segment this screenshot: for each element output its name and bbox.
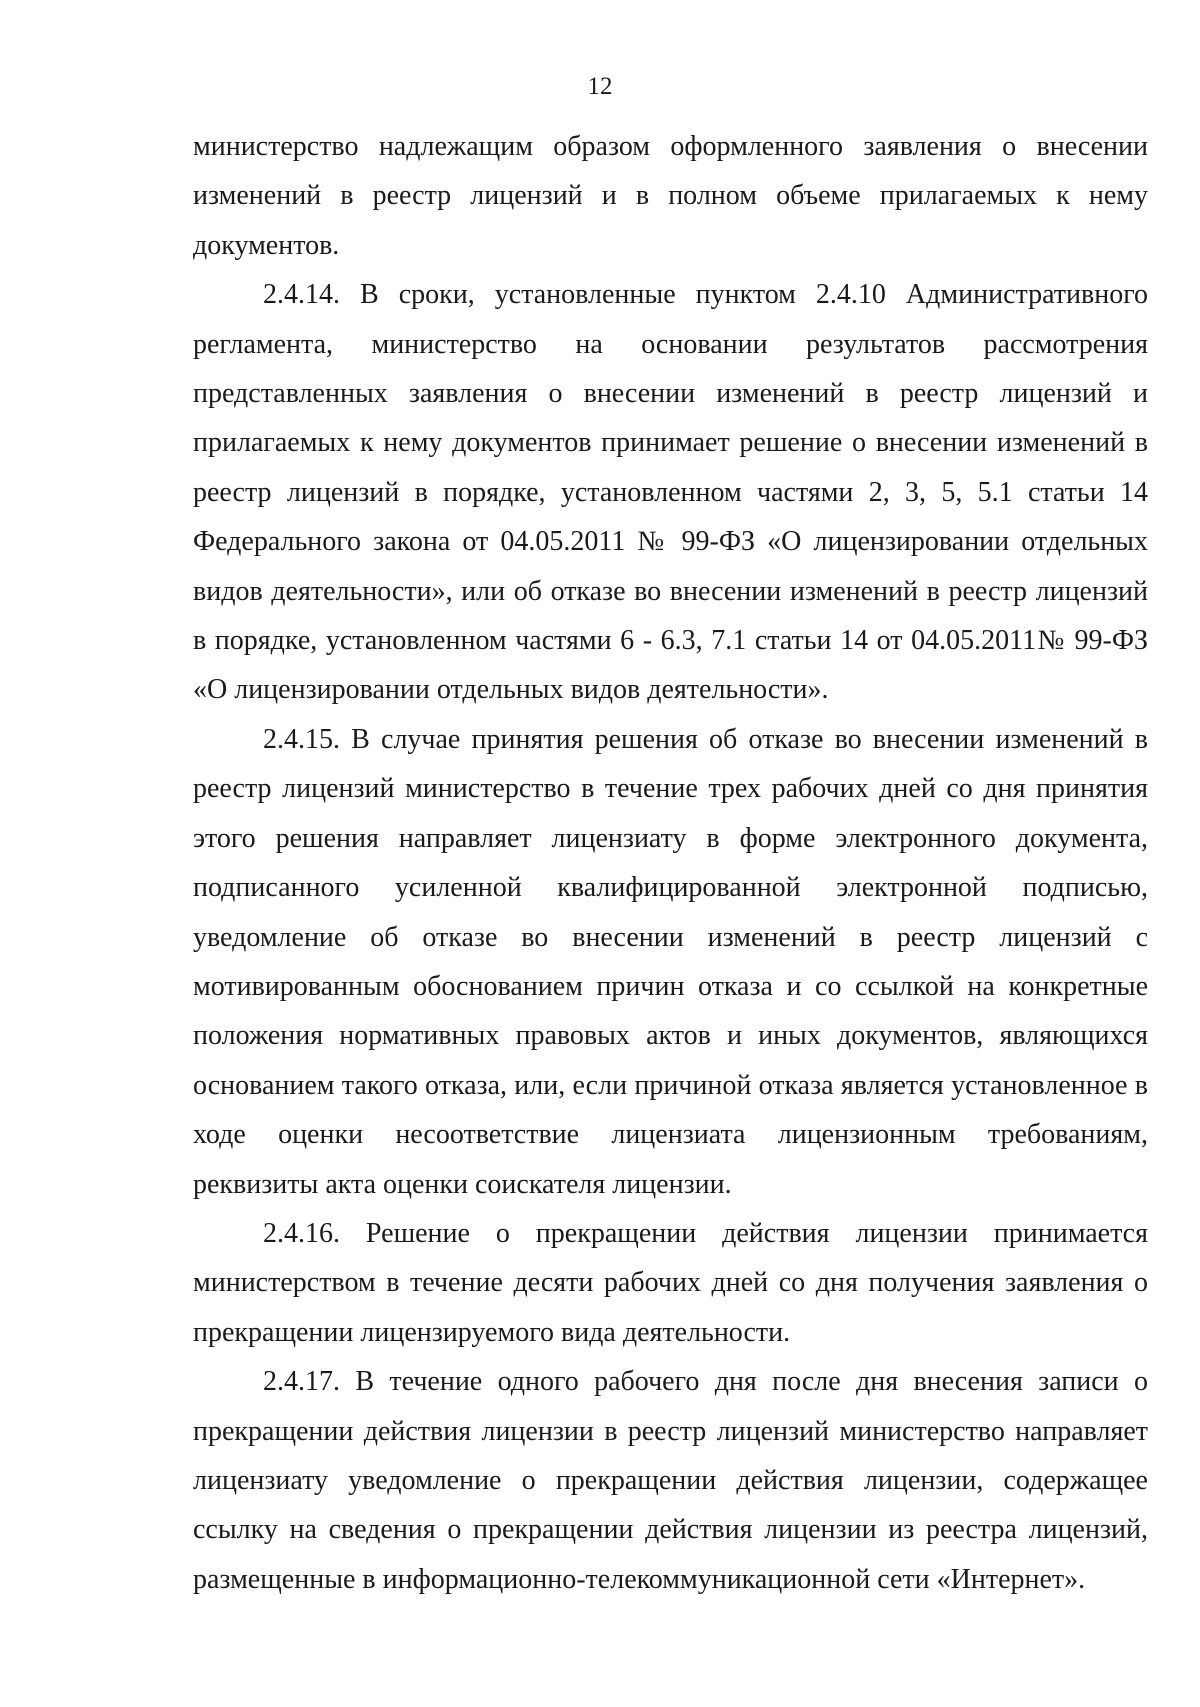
paragraph-2-4-14: 2.4.14. В сроки, установленные пунктом 2.4.10 Административного регламента, министерство на основании результатов рассмотрения представленных заявления о внесении изменений в реестр лицензий и прилагаемых к нему документов принимает решение о внесении изменений в реестр лицензий в порядке, установленном частями 2, 3, 5, 5.1 статьи 14 Федерального закона от 04.05.2011 № 99-ФЗ «О лицензировании отдельных видов деятельности», или об отказе во внесении изменений в реестр лицензий в порядке, установленном частями 6 - 6.3, 7.1 статьи 14 от 04.05.2011№ 99-ФЗ «О лицензировании отдельных видов деятельности». xyxy=(193,279,1148,706)
page-number: 12 xyxy=(587,73,613,100)
paragraph-continuation: министерство надлежащим образом оформленного заявления о внесении изменений в реестр лицензий и в полном объеме прилагаемых к нему документов. xyxy=(193,131,1148,261)
document-body xyxy=(193,122,1148,1604)
paragraph-2-4-16: 2.4.16. Решение о прекращении действия лицензии принимается министерством в течение десяти рабочих дней со дня получения заявления о прекращении лицензируемого вида деятельности. xyxy=(193,1217,1148,1348)
paragraph-2-4-17: 2.4.17. В течение одного рабочего дня после дня внесения записи о прекращении действия лицензии в реестр лицензий министерство направляет лицензиату уведомление о прекращении действия лицензии, содержащее ссылку на сведения о прекращении действия лицензии из реестра лицензий, размещенные в информационно-телекоммуникационной сети «Интернет». xyxy=(193,1366,1148,1595)
paragraph-2-4-15: 2.4.15. В случае принятия решения об отказе во внесении изменений в реестр лицензий министерство в течение трех рабочих дней со дня принятия этого решения направляет лицензиату в форме электронного документа, подписанного усиленной квалифицированной электронной подписью, уведомление об отказе во внесении изменений в реестр лицензий с мотивированным обоснованием причин отказа и со ссылкой на конкретные положения нормативных правовых актов и иных документов, являющихся основанием такого отказа, или, если причиной отказа является установленное в ходе оценки несоответствие лицензиата лицензионным требованиям, реквизиты акта оценки соискателя лицензии. xyxy=(193,723,1148,1200)
